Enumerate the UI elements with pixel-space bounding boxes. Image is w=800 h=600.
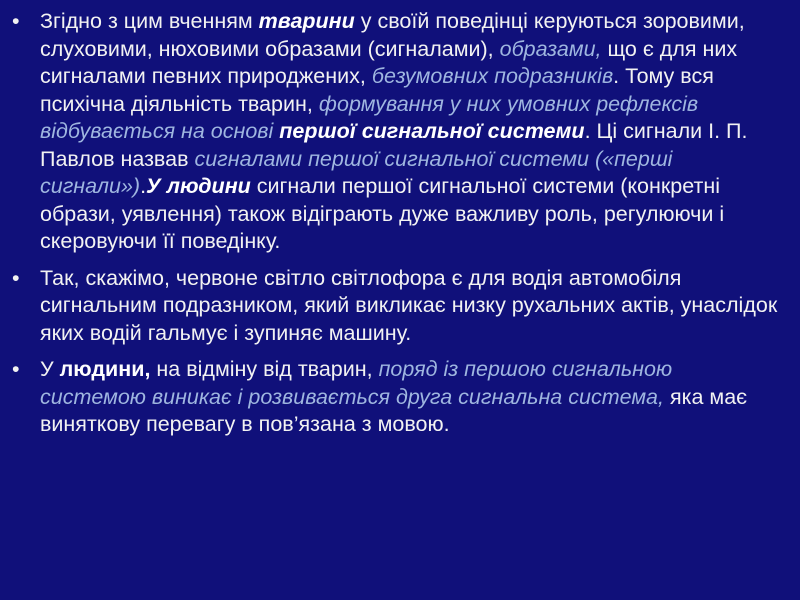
text-run: Так, скажімо, червоне світло світлофора є для водія автомобіля сигнальним подразником, який викликає низку рухальних актів, унаслідок яких водій гальмує і зупиняє машину.: [40, 265, 778, 345]
bullet-paragraph: [12, 265, 782, 348]
italic-run: поряд із першою сигнальною системою виникає і розвивається друга сигнальна система,: [40, 357, 673, 409]
bullet-list: [12, 8, 782, 439]
text-run: .: [140, 174, 147, 198]
emphasis-run: У людини: [146, 174, 251, 198]
bullet-icon: •: [12, 9, 20, 33]
text-run: У: [40, 357, 60, 381]
paragraph-text: [40, 266, 777, 345]
text-run: сигнали першої сигнальної системи (конкретні образи, уявлення) також відіграють дуже важливу роль, регулюючи і скеровуючи її поведінку.: [40, 174, 725, 253]
paragraph-text: [40, 357, 747, 436]
italic-run: сигналами першої сигнальної системи («перші сигнали»): [40, 146, 673, 198]
emphasis-run: тварини: [258, 9, 355, 33]
italic-run: безумовних подразників: [371, 64, 614, 88]
bullet-icon: •: [12, 265, 20, 290]
text-run: що є для них сигналами певних природжених,: [40, 36, 738, 88]
bullet-paragraph: [12, 8, 782, 256]
text-run: . Тому вся психічна діяльність тварин,: [40, 64, 714, 116]
bullet-icon: •: [12, 357, 20, 381]
bold-run: людини,: [59, 357, 151, 381]
paragraph-text: [40, 9, 747, 253]
text-run: Згідно з цим вченням: [40, 9, 259, 33]
emphasis-run: першої сигнальної системи: [279, 119, 585, 143]
italic-run: образами,: [499, 36, 602, 61]
text-run: у своїй поведінці керуються зоровими, слуховими, нюховими образами (сигналами),: [40, 9, 745, 61]
text-run: яка має виняткову перевагу в пов’язана з мовою.: [40, 384, 748, 436]
italic-run: формування у них умовних рефлексів відбувається на основі: [40, 91, 699, 143]
bullet-paragraph: [12, 356, 782, 439]
text-run: . Ці сигнали І. П. Павлов назвав: [40, 119, 748, 171]
text-run: на відміну від тварин,: [150, 357, 379, 381]
